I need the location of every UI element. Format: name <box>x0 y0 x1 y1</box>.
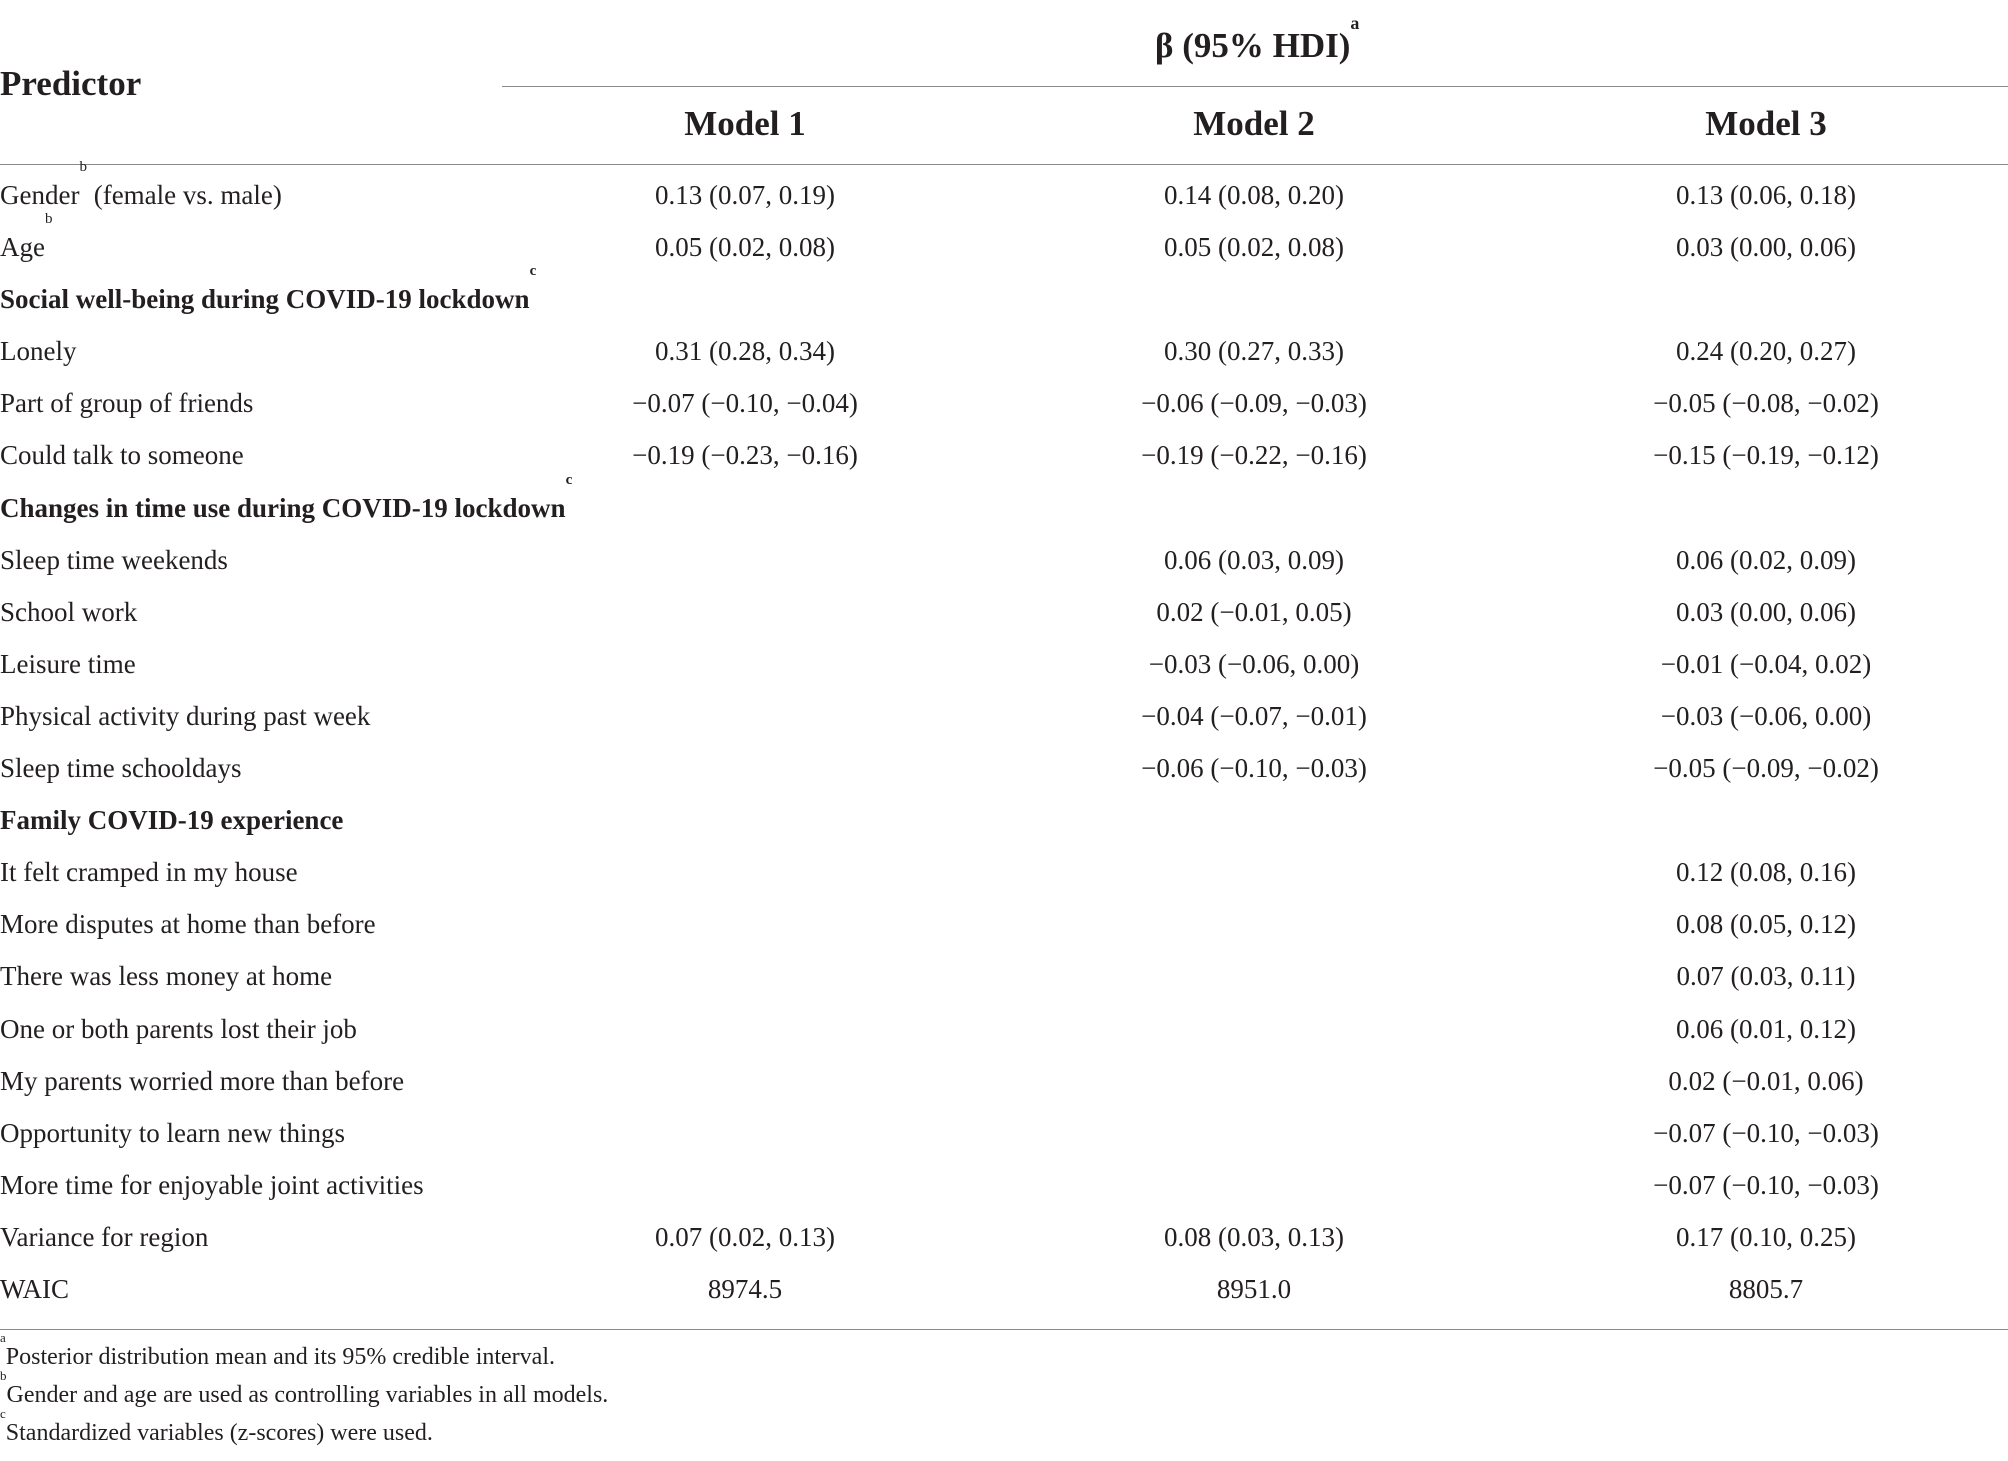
section-header-row <box>0 471 2008 534</box>
model-3-value: 0.06 (0.02, 0.09) <box>1676 544 1856 575</box>
model-3-value: 0.03 (0.00, 0.06) <box>1676 596 1856 627</box>
model-3-value: −0.05 (−0.08, −0.02) <box>1653 388 1879 419</box>
predictor-label: Leisure time <box>0 648 136 679</box>
footnote-marker: a <box>0 1330 6 1345</box>
predictor-cell <box>0 794 343 846</box>
model-1-value: −0.19 (−0.23, −0.16) <box>632 440 858 471</box>
predictor-cell <box>0 1211 208 1263</box>
predictor-cell <box>0 950 332 1002</box>
table-row <box>0 1055 2008 1107</box>
predictor-cell <box>0 846 298 898</box>
predictor-cell <box>0 742 241 794</box>
predictor-cell <box>0 429 244 481</box>
table-row <box>0 429 2008 481</box>
table-row <box>0 1211 2008 1263</box>
model-1-value: −0.07 (−0.10, −0.04) <box>632 388 858 419</box>
model-3-value: 0.08 (0.05, 0.12) <box>1676 909 1856 940</box>
footnotes <box>0 1330 609 1452</box>
model-3-value: 0.12 (0.08, 0.16) <box>1676 857 1856 888</box>
model-2-value: 0.06 (0.03, 0.09) <box>1164 544 1344 575</box>
predictor-cell <box>0 1107 345 1159</box>
table-row <box>0 1107 2008 1159</box>
predictor-cell <box>0 377 253 429</box>
footnote-marker: b <box>79 159 87 175</box>
predictor-label: School work <box>0 596 138 627</box>
predictor-label: Gender <box>0 180 80 210</box>
model-2-value: 0.08 (0.03, 0.13) <box>1164 1221 1344 1252</box>
predictor-label: Variance for region <box>0 1221 209 1252</box>
table-row <box>0 742 2008 794</box>
predictor-cell <box>0 1159 424 1211</box>
footnote <box>0 1368 609 1414</box>
footnote-text: Posterior distribution mean and its 95% credible interval. <box>5 1344 555 1370</box>
predictor-cell <box>0 1263 69 1315</box>
model-1-value: 0.13 (0.07, 0.19) <box>655 180 835 210</box>
model-2-value: −0.06 (−0.09, −0.03) <box>1141 388 1367 419</box>
predictor-label: It felt cramped in my house <box>0 857 298 888</box>
predictor-column-header: Predictor <box>0 64 142 103</box>
model-1-value: 8974.5 <box>707 1273 783 1304</box>
predictor-label: Changes in time use during COVID-19 lockdown <box>0 492 566 523</box>
predictor-label: My parents worried more than before <box>0 1065 405 1096</box>
table-row <box>0 1003 2008 1055</box>
predictor-cell <box>0 159 282 221</box>
footnote-marker: c <box>0 1406 6 1421</box>
model-3-value: 0.06 (0.01, 0.12) <box>1676 1013 1856 1044</box>
footnote <box>0 1406 608 1452</box>
predictor-cell <box>0 325 76 377</box>
table-row <box>0 586 2008 638</box>
model-3-header: Model 3 <box>1705 104 1827 143</box>
predictor-label: Sleep time weekends <box>0 544 228 575</box>
predictor-label: Lonely <box>0 336 77 367</box>
model-2-value: −0.03 (−0.06, 0.00) <box>1148 648 1360 679</box>
predictor-label: Part of group of friends <box>0 388 254 419</box>
predictor-cell <box>0 898 376 950</box>
model-2-value: 0.30 (0.27, 0.33) <box>1164 336 1344 367</box>
table-row <box>0 690 2008 742</box>
table-row <box>0 950 2008 1002</box>
model-3-value: −0.01 (−0.04, 0.02) <box>1660 648 1872 679</box>
footnote-marker: c <box>565 471 573 488</box>
predictor-label: Opportunity to learn new things <box>0 1117 345 1148</box>
model-3-value: 0.13 (0.06, 0.18) <box>1676 180 1856 210</box>
model-2-value: 0.14 (0.08, 0.20) <box>1164 180 1344 210</box>
beta-column-group-header <box>1155 13 1360 66</box>
predictor-cell <box>0 263 537 325</box>
predictor-cell <box>0 638 136 690</box>
model-1-value: 0.07 (0.02, 0.13) <box>655 1221 835 1252</box>
table-row <box>0 534 2008 586</box>
section-header-row <box>0 794 2008 846</box>
model-3-value: −0.15 (−0.19, −0.12) <box>1653 440 1879 471</box>
predictor-label: Age <box>0 232 45 263</box>
predictor-label: Could talk to someone <box>0 440 244 471</box>
predictor-label-suffix: (female vs. male) <box>86 180 282 210</box>
model-1-value: 0.05 (0.02, 0.08) <box>655 232 835 263</box>
predictor-label: One or both parents lost their job <box>0 1013 357 1044</box>
table-row <box>0 377 2008 429</box>
model-2-header: Model 2 <box>1193 104 1315 143</box>
table-header-rule <box>0 164 2008 165</box>
model-3-value: −0.07 (−0.10, −0.03) <box>1653 1117 1879 1148</box>
predictor-cell <box>0 1055 404 1107</box>
model-2-value: 0.02 (−0.01, 0.05) <box>1156 596 1352 627</box>
predictor-label: WAIC <box>0 1273 69 1304</box>
model-1-value: 0.31 (0.28, 0.34) <box>655 336 835 367</box>
predictor-label: More time for enjoyable joint activities <box>0 1169 424 1200</box>
table-row <box>0 846 2008 898</box>
predictor-cell <box>0 534 228 586</box>
footnote-marker: b <box>44 211 53 228</box>
table-body <box>0 159 2008 1315</box>
model-3-value: −0.05 (−0.09, −0.02) <box>1653 753 1879 784</box>
beta-header-rule <box>502 86 2008 87</box>
table-row <box>0 159 2008 221</box>
model-3-value: 0.03 (0.00, 0.06) <box>1676 232 1856 263</box>
predictor-cell <box>0 690 370 742</box>
model-3-value: 0.24 (0.20, 0.27) <box>1676 336 1856 367</box>
footnote-marker: b <box>0 1368 7 1383</box>
model-3-value: 0.17 (0.10, 0.25) <box>1676 1221 1856 1252</box>
model-2-value: −0.06 (−0.10, −0.03) <box>1141 753 1367 784</box>
predictor-cell <box>0 211 53 273</box>
predictor-cell <box>0 1003 357 1055</box>
predictor-label: Social well-being during COVID-19 lockdown <box>0 284 530 315</box>
beta-header-text: β (95% HDI) <box>1155 26 1351 65</box>
predictor-label: Physical activity during past week <box>0 700 371 731</box>
model-2-value: −0.19 (−0.22, −0.16) <box>1141 440 1367 471</box>
predictor-label: There was less money at home <box>0 961 333 992</box>
model-3-value: 0.02 (−0.01, 0.06) <box>1668 1065 1864 1096</box>
footnote-text: Standardized variables (z-scores) were used. <box>5 1420 433 1446</box>
model-3-value: 8805.7 <box>1728 1273 1804 1304</box>
footnote-marker: c <box>529 263 537 280</box>
model-3-value: 0.07 (0.03, 0.11) <box>1676 961 1856 992</box>
model-2-value: 8951.0 <box>1216 1273 1292 1304</box>
model-3-value: −0.07 (−0.10, −0.03) <box>1653 1169 1879 1200</box>
table-row <box>0 211 2008 273</box>
predictor-label: More disputes at home than before <box>0 909 376 940</box>
predictor-cell <box>0 586 137 638</box>
table-row <box>0 1159 2008 1211</box>
footnote <box>0 1330 608 1376</box>
predictor-label: Family COVID-19 experience <box>0 805 344 836</box>
model-2-value: −0.04 (−0.07, −0.01) <box>1141 700 1367 731</box>
predictor-label: Sleep time schooldays <box>0 753 242 784</box>
predictor-cell <box>0 471 573 534</box>
table-row <box>0 898 2008 950</box>
table-bottom-rule <box>0 1329 2008 1330</box>
model-3-value: −0.03 (−0.06, 0.00) <box>1660 700 1872 731</box>
table-row <box>0 638 2008 690</box>
footnote-text: Gender and age are used as controlling variables in all models. <box>6 1382 609 1408</box>
table-row <box>0 1263 2008 1315</box>
beta-header-footnote-marker: a <box>1350 13 1360 33</box>
model-2-value: 0.05 (0.02, 0.08) <box>1164 232 1344 263</box>
model-1-header: Model 1 <box>684 104 806 143</box>
table-row <box>0 325 2008 377</box>
section-header-row <box>0 263 2008 325</box>
